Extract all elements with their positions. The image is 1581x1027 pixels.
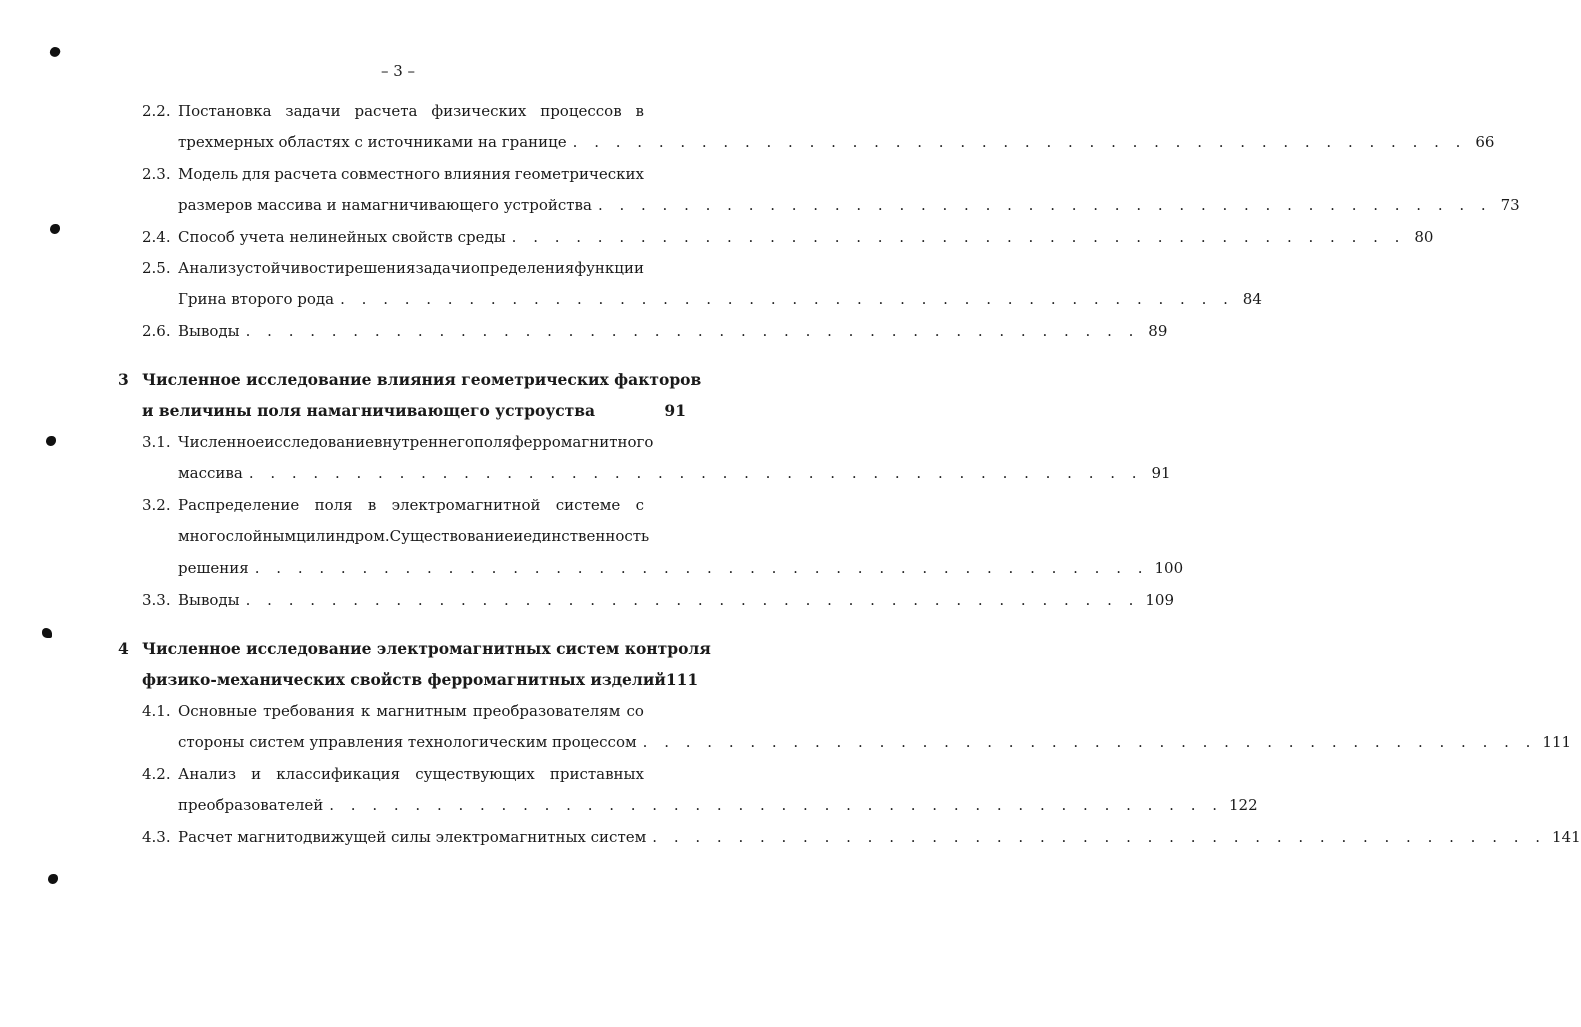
toc-word: Постановка (178, 102, 272, 120)
toc-word: Распределение (178, 496, 300, 514)
toc-word: совместного (341, 165, 441, 183)
toc-word: существующих (415, 765, 535, 783)
toc-word: влияния (443, 165, 511, 183)
toc-page-number: 73 (1500, 196, 1520, 214)
toc-page-number: 80 (1414, 228, 1434, 246)
toc-line (178, 496, 644, 514)
toc-entry-text: стороны систем управления технологическим процессом (178, 733, 637, 751)
toc-page-number: 84 (1242, 290, 1262, 308)
chapter-title: Численное исследование влияния геометрических факторов (142, 370, 702, 389)
toc-line (178, 290, 1262, 308)
leader-dots: . . . . . . . . . . . . . . . . . . . . . . . . . . . . . . . . . . . . . . . . . . (597, 196, 1492, 214)
toc-entry-text: Выводы (178, 591, 240, 609)
toc-page-number: 100 (1154, 559, 1184, 577)
toc-number: 3.1. (142, 433, 171, 451)
toc-word: в (635, 102, 644, 120)
toc-word: многослойным (178, 527, 297, 545)
toc-word: ферромагнитного (511, 433, 654, 451)
toc-page-number: 141 (1552, 828, 1581, 846)
toc-word: электромагнитной (391, 496, 541, 514)
leader-dots: . . . . . . . . . . . . . . . . . . . . . . . . . . . . . . . . . . . . . . . . . . (248, 464, 1143, 482)
toc-line (178, 702, 644, 720)
toc-word: магнитным (376, 702, 467, 720)
toc-entry-text: массива (178, 464, 243, 482)
toc-word: Существование (389, 527, 514, 545)
toc-entry-text: преобразователей (178, 796, 324, 814)
page-number: – 3 – (380, 62, 416, 80)
toc-line (178, 828, 1581, 846)
scan-mark (49, 46, 62, 59)
toc-line (142, 639, 711, 658)
toc-word: для (242, 165, 271, 183)
toc-number: 4 (118, 639, 129, 658)
toc-word: устойчивости (236, 259, 345, 277)
toc-word: и (513, 527, 524, 545)
toc-page-number: 111 (1542, 733, 1572, 751)
toc-line (178, 322, 1168, 340)
toc-number: 2.2. (142, 102, 171, 120)
toc-line (178, 433, 654, 451)
toc-word: классификация (276, 765, 401, 783)
toc-number: 2.4. (142, 228, 171, 246)
toc-word: Анализ (178, 259, 237, 277)
toc-word: поля (314, 496, 353, 514)
leader-dots: . . . . . . . . . . . . . . . . . . . . . . . . . . . . . . . . . . . . . . . . . . (340, 290, 1234, 308)
toc-word: исследование (264, 433, 375, 451)
toc-word: решения (344, 259, 416, 277)
leader-dots: . . . . . . . . . . . . . . . . . . . . . . . . . . . . . . . . . . . . . . . . . . (245, 322, 1140, 340)
toc-line (178, 464, 1171, 482)
toc-entry-text: физико-механических свойств ферромагнитных изделий (142, 670, 666, 689)
toc-word: геометрических (514, 165, 644, 183)
toc-number: 3.2. (142, 496, 171, 514)
toc-line (178, 133, 1495, 151)
toc-word: расчета (354, 102, 418, 120)
toc-word: физических (431, 102, 527, 120)
toc-line (178, 102, 644, 120)
toc-word: функции (574, 259, 644, 277)
toc-line (142, 670, 699, 689)
toc-entry-text: Выводы (178, 322, 240, 340)
toc-page-number: 111 (665, 670, 699, 689)
toc-entry-text: трехмерных областях с источниками на границе (178, 133, 567, 151)
toc-line (178, 591, 1175, 609)
toc-number: 2.5. (142, 259, 171, 277)
toc-line (178, 765, 644, 783)
scan-mark (48, 874, 58, 884)
scan-mark (46, 436, 56, 446)
toc-word: задачи (285, 102, 341, 120)
toc-word: процессов (540, 102, 622, 120)
leader-dots: . . . . . . . . . . . . . . . . . . . . . . . . . . . . . . . . . . . . . . . . . . (329, 796, 1224, 814)
toc-number: 2.3. (142, 165, 171, 183)
toc-page-number: 109 (1145, 591, 1175, 609)
chapter-title: Численное исследование электромагнитных систем контроля (142, 639, 711, 658)
leader-dots: . . . . . . . . . . . . . . . . . . . . . . . . . . . . . . . . . . . . . . . . . . (572, 133, 1467, 151)
toc-line (178, 196, 1520, 214)
toc-line (178, 559, 1184, 577)
toc-word: Численное (178, 433, 265, 451)
toc-entry-text: размеров массива и намагничивающего устройства (178, 196, 592, 214)
toc-word: в (367, 496, 377, 514)
toc-line (178, 527, 650, 545)
scan-mark (42, 628, 52, 638)
toc-page-number: 122 (1229, 796, 1258, 814)
toc-number: 4.1. (142, 702, 171, 720)
leader-dots: . . . . . . . . . . . . . . . . . . . . . . . . . . . . . . . . . . . . . . . . . . (245, 591, 1140, 609)
toc-page-number: 91 (1151, 464, 1171, 482)
toc-word: со (626, 702, 644, 720)
toc-line (142, 401, 686, 420)
toc-line (178, 259, 644, 277)
toc-word: приставных (549, 765, 644, 783)
toc-word: и (251, 765, 262, 783)
toc-entry-text: и величины поля намагничивающего устроуства (142, 401, 596, 420)
toc-word: внутреннего (374, 433, 474, 451)
scan-mark (50, 224, 60, 234)
toc-word: Основные (178, 702, 257, 720)
toc-number: 4.2. (142, 765, 171, 783)
toc-page-number: 66 (1475, 133, 1495, 151)
toc-word: Модель (178, 165, 239, 183)
toc-word: системе (555, 496, 621, 514)
toc-entry-text: Расчет магнитодвижущей силы электромагнитных систем (178, 828, 647, 846)
toc-word: с (635, 496, 644, 514)
toc-number: 3 (118, 370, 129, 389)
toc-entry-text: решения (178, 559, 249, 577)
toc-number: 4.3. (142, 828, 171, 846)
toc-number: 3.3. (142, 591, 171, 609)
leader-dots: . . . . . . . . . . . . . . . . . . . . . . . . . . . . . . . . . . . . . . . . . . (511, 228, 1406, 246)
toc-line (178, 228, 1434, 246)
leader-dots: . . . . . . . . . . . . . . . . . . . . . . . . . . . . . . . . . . . . . . . . . . (254, 559, 1149, 577)
toc-word: определения (470, 259, 575, 277)
leader-dots: . . . . . . . . . . . . . . . . . . . . . . . . . . . . . . . . . . . . . . . . . . (642, 733, 1537, 751)
toc-entry-text: Способ учета нелинейных свойств среды (178, 228, 506, 246)
toc-word: поля (473, 433, 512, 451)
toc-word: Анализ (178, 765, 237, 783)
toc-line (178, 733, 1572, 751)
toc-word: цилиндром. (296, 527, 390, 545)
toc-word: единственность (523, 527, 650, 545)
toc-number: 2.6. (142, 322, 171, 340)
toc-word: преобразователям (472, 702, 621, 720)
toc-word: к (360, 702, 371, 720)
toc-word: задачи (415, 259, 471, 277)
toc-line (178, 796, 1258, 814)
toc-line (142, 370, 702, 389)
toc-line (178, 165, 644, 183)
toc-entry-text: Грина второго рода (178, 290, 335, 308)
toc-word: расчета (274, 165, 338, 183)
toc-page-number: 89 (1148, 322, 1168, 340)
toc-word: требования (263, 702, 355, 720)
leader-dots: . . . . . . . . . . . . . . . . . . . . . . . . . . . . . . . . . . . . . . . . . . (652, 828, 1547, 846)
toc-page-number: 91 (664, 401, 686, 420)
